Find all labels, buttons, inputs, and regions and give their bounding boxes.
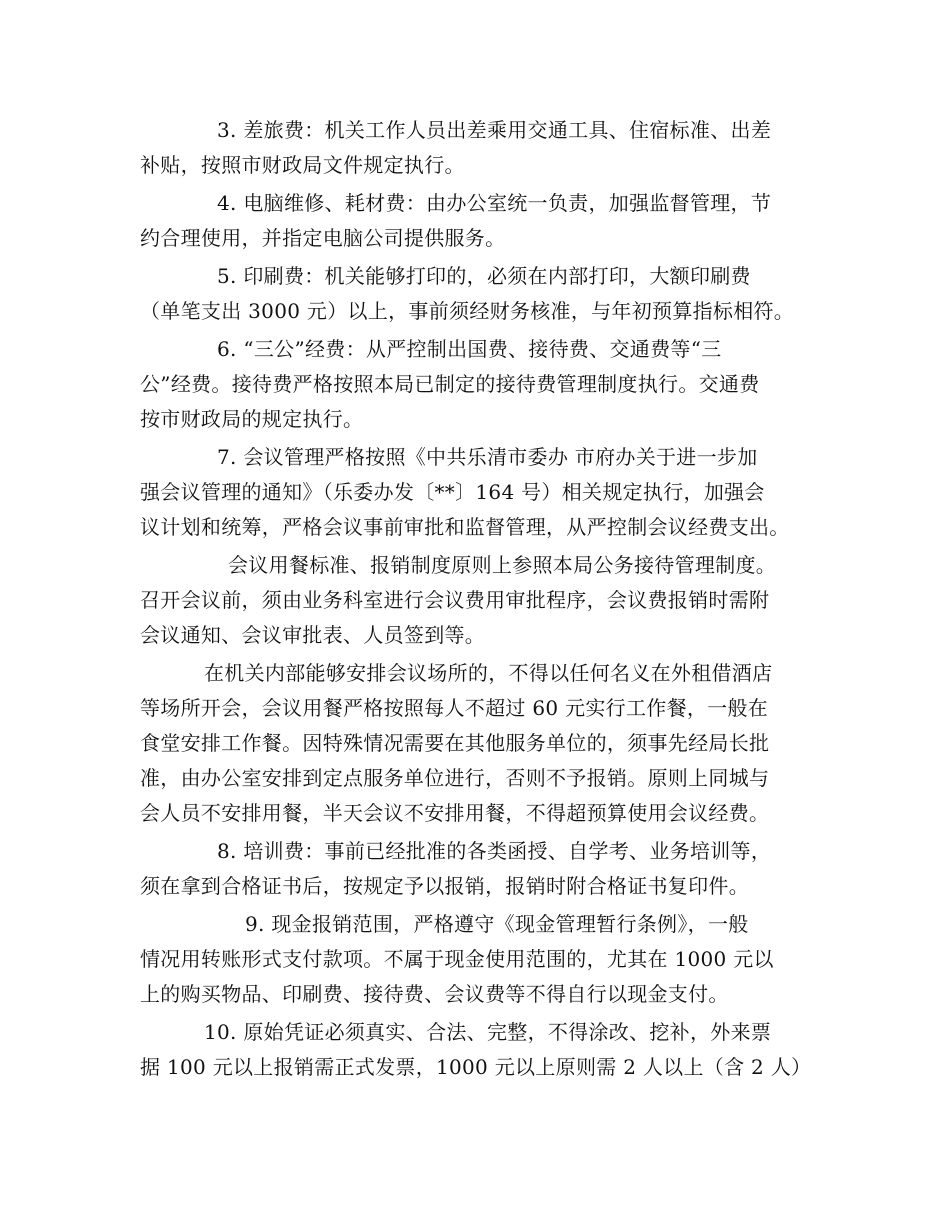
text-line: 须在拿到合格证书后，按规定予以报销，报销时附合格证书复印件。 <box>140 874 749 898</box>
text-line: 食堂安排工作餐。因特殊情况需要在其他服务单位的，须事先经局长批 <box>140 731 770 755</box>
text-line: 9. 现金报销范围，严格遵守《现金管理暂行条例》，一般 <box>245 912 749 936</box>
text-line: 补贴，按照市财政局文件规定执行。 <box>140 153 465 177</box>
text-line: 会议通知、会议审批表、人员签到等。 <box>140 623 486 647</box>
text-line: 情况用转账形式支付款项。不属于现金使用范围的，尤其在 1000 元以 <box>140 947 774 971</box>
text-line: 按市财政局的规定执行。 <box>140 407 364 431</box>
text-line: 据 100 元以上报销需正式发票，1000 元以上原则需 2 人以上（含 2 人） <box>140 1055 812 1079</box>
text-line: 5. 印刷费：机关能够打印的，必须在内部打印，大额印刷费 <box>217 264 751 288</box>
text-line: 10. 原始凭证必须真实、合法、完整，不得涂改、挖补，外来票 <box>204 1020 772 1044</box>
text-line: 议计划和统筹，严格会议事前审批和监督管理，从严控制会议经费支出。 <box>140 515 790 539</box>
text-line: （单笔支出 3000 元）以上，事前须经财务核准，与年初预算指标相符。 <box>140 299 795 323</box>
text-line: 会人员不安排用餐，半天会议不安排用餐，不得超预算使用会议经费。 <box>140 801 770 825</box>
text-line: 4. 电脑维修、耗材费：由办公室统一负责，加强监督管理，节 <box>217 191 772 215</box>
text-line: 等场所开会，会议用餐严格按照每人不超过 60 元实行工作餐，一般在 <box>140 696 769 720</box>
text-line: 8. 培训费：事前已经批准的各类函授、自学考、业务培训等， <box>217 839 772 863</box>
text-line: 7. 会议管理严格按照《中共乐清市委办 市府办关于进一步加 <box>217 445 758 469</box>
text-line: 6. “三公”经费：从严控制出国费、接待费、交通费等“三 <box>217 337 722 361</box>
text-line: 约合理使用，并指定电脑公司提供服务。 <box>140 226 506 250</box>
text-line: 公”经费。接待费严格按照本局已制定的接待费管理制度执行。交通费 <box>140 372 760 396</box>
text-line: 在机关内部能够安排会议场所的，不得以任何名义在外租借酒店 <box>204 661 773 685</box>
text-line: 上的购买物品、印刷费、接待费、会议费等不得自行以现金支付。 <box>140 982 729 1006</box>
text-line: 会议用餐标准、报销制度原则上参照本局公务接待管理制度。 <box>228 553 777 577</box>
text-line: 3. 差旅费：机关工作人员出差乘用交通工具、住宿标准、出差 <box>217 118 772 142</box>
text-line: 召开会议前，须由业务科室进行会议费用审批程序，会议费报销时需附 <box>140 588 770 612</box>
text-line: 强会议管理的通知》（乐委办发〔**〕164 号）相关规定执行，加强会 <box>140 480 765 504</box>
text-line: 准，由办公室安排到定点服务单位进行，否则不予报销。原则上同城与 <box>140 766 770 790</box>
